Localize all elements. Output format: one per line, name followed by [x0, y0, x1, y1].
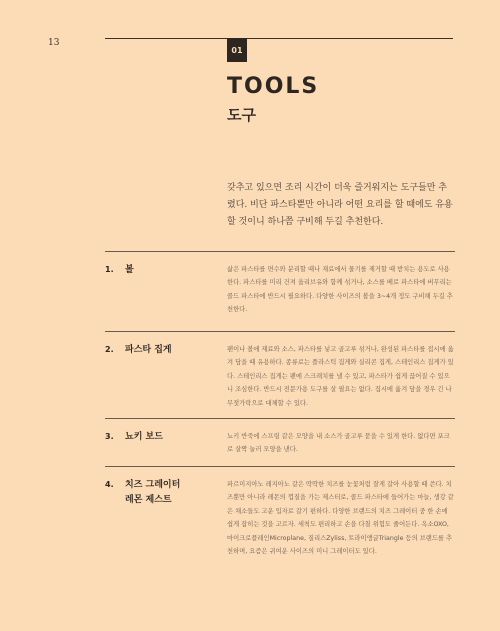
- item-description: 뇨키 반죽에 스프링 같은 모양을 내 소스가 골고루 묻을 수 있게 한다. 없다면 포크로 살짝 눌러 모양을 낸다.: [227, 433, 450, 454]
- item-name: 치즈 그레이터 레몬 제스트: [125, 480, 181, 505]
- item-number: 3.: [105, 432, 114, 441]
- section-title-korean: 도구: [227, 106, 256, 124]
- item-description: 팬이나 볼에 재료와 소스, 파스타를 넣고 골고루 섞거나, 완성된 파스타를 접시에 옮겨 담을 때 유용하다. 종류로는 플라스틱 집게와 실리콘 집게, 스테인리스 집게가 있다. 스테인리스 집게는 팬에 스크래치를 낼 수 있고, 파스타가 쉽게 끊어질 수 있으니 조심한다. 반드시 전문가용 도구를 살 필요는 없다. 집시에 옮겨 담을 경우 긴 나무젓가락으로 대체할 수 있다.: [227, 346, 454, 407]
- item-number: 4.: [105, 480, 114, 489]
- item-name: 뇨키 보드: [125, 432, 163, 442]
- item-divider: [105, 418, 455, 419]
- page-number: 13: [48, 38, 60, 48]
- item-description: 삶은 파스타를 면수와 분리할 때나 재료에서 물기를 제거할 때 받치는 용도로 사용한다. 파스타를 미리 건져 올리브유와 함께 섞거나, 소스를 베로 파스타에 버무리는 콜드 파스타에 반드시 필요하다. 다양한 사이즈의 볼을 3~4개 정도 구비해 두길 추천한다.: [227, 266, 453, 314]
- item-divider: [105, 466, 455, 467]
- chapter-badge: 01: [227, 38, 247, 62]
- item-name: 파스타 집게: [125, 345, 172, 355]
- item-divider: [105, 331, 455, 332]
- item-number: 1.: [105, 265, 114, 274]
- section-title-english: TOOLS: [227, 74, 320, 99]
- item-divider: [105, 251, 455, 252]
- item-number: 2.: [105, 345, 114, 354]
- header-rule: [105, 38, 453, 39]
- intro-paragraph: 갖추고 있으면 조리 시간이 더욱 즐거워지는 도구들만 추렸다. 비단 파스타뿐만 아니라 어떤 요리를 할 때에도 유용할 것이니 하나쯤 구비해 두길 추천한다.: [227, 183, 453, 227]
- item-name: 볼: [125, 265, 134, 275]
- item-description: 파르미지아노 레지아노 같은 딱딱한 치즈를 눈꽃처럼 잘게 갈아 사용할 때 쓴다. 치즈뿐만 아니라 레몬의 껍질을 가는 제스터로, 콜드 파스타에 들어가는 마늘, 생강 같은 채소들도 고운 입자로 갈기 편하다. 다양한 브랜드의 치즈 그레이터 중 한 손에 쉽게 잡히는 것을 고르자. 세척도 편리하고 손을 다칠 위험도 줄어든다. 옥소OXO, 마이크로플레인Microplane, 질리스Zyliss, 트라이앵글Triangle 등의 브랜드를 추천하며, 요즘은 귀여운 사이즈의 미니 그레이터도 있다.: [227, 481, 454, 556]
